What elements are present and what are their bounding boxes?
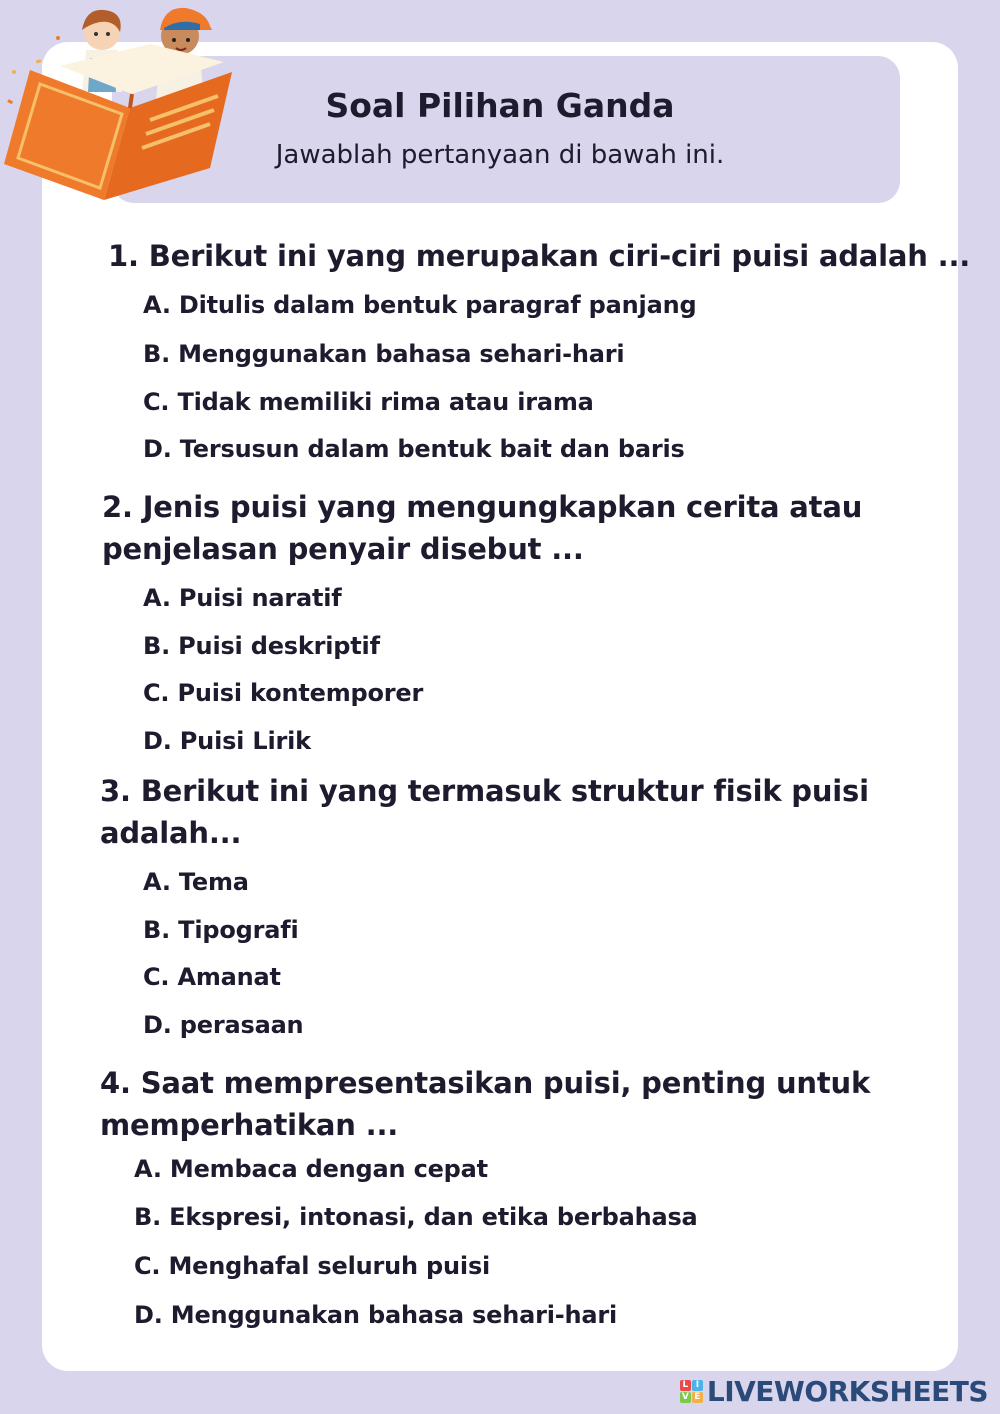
question-3-option-c[interactable]: C. Amanat xyxy=(143,963,281,991)
question-4-option-c[interactable]: C. Menghafal seluruh puisi xyxy=(134,1252,491,1280)
question-2-option-b[interactable]: B. Puisi deskriptif xyxy=(143,632,380,660)
question-2-line-1: 2. Jenis puisi yang mengungkapkan cerita atau xyxy=(102,490,863,524)
question-1-option-d[interactable]: D. Tersusun dalam bentuk bait dan baris xyxy=(143,435,685,463)
brand-name: LIVEWORKSHEETS xyxy=(706,1374,988,1408)
question-4-line-2: memperhatikan ... xyxy=(100,1108,399,1142)
liveworksheets-footer[interactable] xyxy=(680,1373,988,1409)
question-4-option-d[interactable]: D. Menggunakan bahasa sehari-hari xyxy=(134,1301,618,1329)
question-4-option-a[interactable]: A. Membaca dengan cepat xyxy=(134,1155,488,1183)
question-1-option-c[interactable]: C. Tidak memiliki rima atau irama xyxy=(143,388,594,416)
question-3-option-a[interactable]: A. Tema xyxy=(143,868,249,896)
logo-letter-e: E xyxy=(692,1392,703,1403)
page-title: Soal Pilihan Ganda xyxy=(325,86,675,125)
question-2-line-2: penjelasan penyair disebut ... xyxy=(102,532,584,566)
question-2-option-c[interactable]: C. Puisi kontemporer xyxy=(143,679,424,707)
liveworksheets-logo-icon xyxy=(680,1380,703,1403)
logo-letter-l: L xyxy=(680,1380,691,1391)
question-1-option-a[interactable]: A. Ditulis dalam bentuk paragraf panjang xyxy=(143,291,697,319)
logo-letter-i: I xyxy=(692,1380,703,1391)
logo-letter-v: V xyxy=(680,1392,691,1403)
question-3-option-d[interactable]: D. perasaan xyxy=(143,1011,304,1039)
question-2-option-d[interactable]: D. Puisi Lirik xyxy=(143,727,311,755)
question-3-line-1: 3. Berikut ini yang termasuk struktur fisik puisi xyxy=(100,774,869,808)
question-1-option-b[interactable]: B. Menggunakan bahasa sehari-hari xyxy=(143,340,625,368)
question-3-line-2: adalah... xyxy=(100,816,242,850)
question-3-option-b[interactable]: B. Tipografi xyxy=(143,916,299,944)
question-4-option-b[interactable]: B. Ekspresi, intonasi, dan etika berbahasa xyxy=(134,1203,698,1231)
question-2-option-a[interactable]: A. Puisi naratif xyxy=(143,584,342,612)
question-4-line-1: 4. Saat mempresentasikan puisi, penting untuk xyxy=(100,1066,871,1100)
question-1: 1. Berikut ini yang merupakan ciri-ciri puisi adalah ... xyxy=(108,239,971,273)
page-subtitle: Jawablah pertanyaan di bawah ini. xyxy=(275,140,725,170)
